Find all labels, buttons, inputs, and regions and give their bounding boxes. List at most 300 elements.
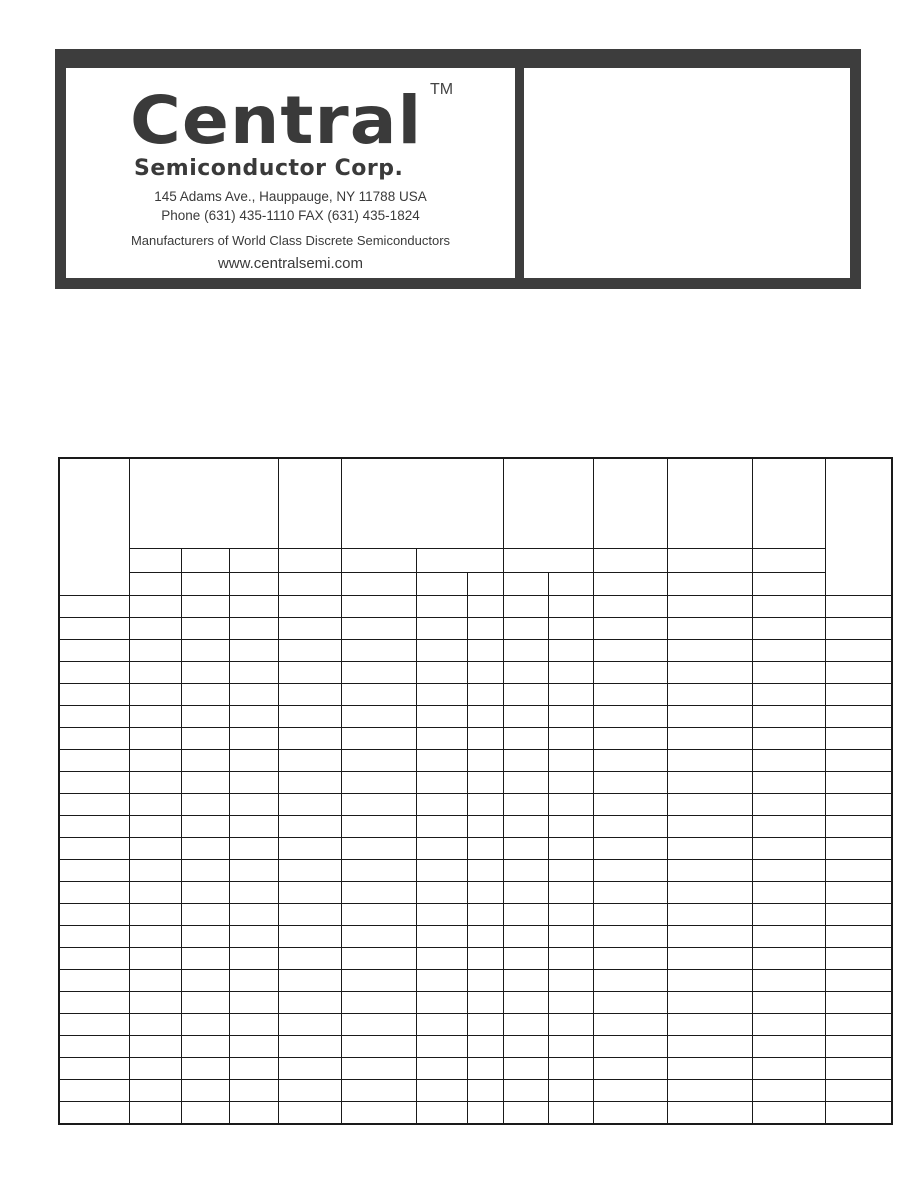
table-subheader-row [59, 549, 892, 573]
table-cell [129, 684, 181, 706]
table-cell [548, 1014, 593, 1036]
header-cell [667, 549, 752, 573]
table-cell [129, 992, 181, 1014]
table-cell [503, 838, 548, 860]
table-cell [503, 596, 548, 618]
table-cell [229, 992, 278, 1014]
table-cell [229, 662, 278, 684]
table-cell [341, 728, 416, 750]
table-cell [467, 948, 503, 970]
letterhead-notch [516, 283, 861, 289]
table-cell [278, 1080, 341, 1102]
table-cell [181, 860, 229, 882]
table-cell [341, 640, 416, 662]
table-row [59, 618, 892, 640]
table-cell [467, 1102, 503, 1125]
header-cell [278, 549, 341, 573]
table-cell [503, 684, 548, 706]
table-cell [503, 662, 548, 684]
table-cell [825, 970, 892, 992]
table-cell [593, 1014, 667, 1036]
table-cell [467, 1014, 503, 1036]
table-cell [593, 618, 667, 640]
table-cell [341, 860, 416, 882]
table-cell [467, 1036, 503, 1058]
table-cell [181, 882, 229, 904]
table-cell [181, 926, 229, 948]
table-cell [416, 772, 467, 794]
spec-table [58, 457, 893, 1125]
table-cell [503, 992, 548, 1014]
table-cell [278, 640, 341, 662]
table-cell [548, 970, 593, 992]
table-cell [667, 816, 752, 838]
table-cell [229, 882, 278, 904]
table-cell [229, 1036, 278, 1058]
table-cell [548, 640, 593, 662]
table-cell [416, 882, 467, 904]
table-cell [416, 684, 467, 706]
table-cell [503, 794, 548, 816]
table-cell [667, 750, 752, 772]
table-cell [593, 772, 667, 794]
table-cell [548, 728, 593, 750]
table-cell [548, 794, 593, 816]
table-cell [548, 750, 593, 772]
table-cell [59, 904, 129, 926]
table-cell [341, 596, 416, 618]
table-cell [593, 662, 667, 684]
table-cell [229, 750, 278, 772]
table-cell [752, 794, 825, 816]
header-cell [341, 549, 416, 573]
table-cell [181, 904, 229, 926]
table-row [59, 904, 892, 926]
table-cell [59, 750, 129, 772]
table-cell [181, 1080, 229, 1102]
table-cell [667, 882, 752, 904]
table-cell [825, 1080, 892, 1102]
company-address: 145 Adams Ave., Hauppauge, NY 11788 USA [154, 189, 427, 204]
table-cell [825, 596, 892, 618]
table-cell [752, 772, 825, 794]
header-cell [503, 549, 593, 573]
table-row [59, 706, 892, 728]
table-cell [341, 772, 416, 794]
table-cell [825, 1102, 892, 1125]
table-cell [59, 596, 129, 618]
header-cell [667, 573, 752, 596]
table-cell [59, 860, 129, 882]
table-cell [59, 1014, 129, 1036]
table-cell [341, 1014, 416, 1036]
header-cell [593, 458, 667, 549]
table-cell [59, 794, 129, 816]
table-row [59, 992, 892, 1014]
table-cell [129, 904, 181, 926]
table-cell [416, 1058, 467, 1080]
header-cell [416, 573, 467, 596]
table-cell [467, 1080, 503, 1102]
table-cell [416, 816, 467, 838]
table-cell [341, 838, 416, 860]
table-cell [752, 596, 825, 618]
table-cell [278, 794, 341, 816]
header-cell [467, 573, 503, 596]
header-cell [341, 573, 416, 596]
table-cell [825, 772, 892, 794]
company-tagline: Manufacturers of World Class Discrete Semiconductors [130, 233, 451, 248]
table-cell [341, 1102, 416, 1125]
table-cell [181, 662, 229, 684]
table-cell [667, 1102, 752, 1125]
table-cell [229, 772, 278, 794]
table-cell [129, 618, 181, 640]
table-cell [503, 948, 548, 970]
table-cell [752, 728, 825, 750]
table-cell [752, 904, 825, 926]
table-row [59, 1058, 892, 1080]
table-cell [467, 816, 503, 838]
table-cell [548, 860, 593, 882]
table-cell [752, 970, 825, 992]
table-cell [129, 772, 181, 794]
table-cell [503, 728, 548, 750]
table-cell [59, 882, 129, 904]
table-cell [416, 1036, 467, 1058]
table-cell [752, 1036, 825, 1058]
table-cell [181, 1102, 229, 1125]
table-cell [593, 596, 667, 618]
table-cell [181, 728, 229, 750]
table-cell [503, 926, 548, 948]
table-cell [181, 838, 229, 860]
table-cell [59, 1058, 129, 1080]
table-cell [59, 728, 129, 750]
table-row [59, 838, 892, 860]
table-cell [59, 772, 129, 794]
table-cell [341, 816, 416, 838]
table-cell [229, 706, 278, 728]
table-cell [278, 772, 341, 794]
letterhead-frame [55, 49, 861, 289]
table-cell [341, 662, 416, 684]
table-cell [593, 1102, 667, 1125]
header-cell [129, 458, 278, 549]
table-cell [129, 794, 181, 816]
header-cell [825, 458, 892, 596]
table-cell [503, 816, 548, 838]
table-cell [129, 970, 181, 992]
table-cell [593, 750, 667, 772]
table-cell [229, 860, 278, 882]
table-cell [59, 838, 129, 860]
table-cell [825, 662, 892, 684]
table-cell [593, 706, 667, 728]
table-cell [667, 926, 752, 948]
table-cell [341, 1058, 416, 1080]
table-cell [667, 1058, 752, 1080]
table-cell [129, 948, 181, 970]
header-cell [278, 573, 341, 596]
table-row [59, 750, 892, 772]
table-cell [229, 728, 278, 750]
table-cell [752, 860, 825, 882]
table-row [59, 860, 892, 882]
table-cell [467, 662, 503, 684]
table-cell [503, 1058, 548, 1080]
table-cell [548, 1080, 593, 1102]
table-row [59, 970, 892, 992]
table-cell [278, 662, 341, 684]
table-cell [341, 794, 416, 816]
table-cell [181, 1036, 229, 1058]
table-cell [229, 684, 278, 706]
table-cell [825, 838, 892, 860]
header-cell [416, 549, 503, 573]
header-cell [229, 549, 278, 573]
table-cell [667, 772, 752, 794]
table-cell [181, 618, 229, 640]
header-cell [129, 549, 181, 573]
header-cell [229, 573, 278, 596]
table-cell [593, 926, 667, 948]
table-cell [752, 992, 825, 1014]
table-cell [229, 596, 278, 618]
table-row [59, 728, 892, 750]
table-cell [278, 596, 341, 618]
table-cell [341, 684, 416, 706]
table-cell [667, 992, 752, 1014]
table-row [59, 772, 892, 794]
table-cell [467, 684, 503, 706]
table-cell [548, 662, 593, 684]
table-cell [181, 1014, 229, 1036]
header-cell [752, 573, 825, 596]
table-cell [59, 662, 129, 684]
table-cell [129, 728, 181, 750]
table-cell [59, 992, 129, 1014]
table-cell [229, 948, 278, 970]
table-cell [467, 904, 503, 926]
table-cell [278, 1058, 341, 1080]
table-cell [503, 772, 548, 794]
table-cell [825, 816, 892, 838]
table-cell [229, 794, 278, 816]
table-cell [129, 926, 181, 948]
table-cell [593, 882, 667, 904]
table-cell [341, 926, 416, 948]
table-cell [667, 794, 752, 816]
table-cell [229, 926, 278, 948]
table-cell [278, 684, 341, 706]
header-cell [181, 573, 229, 596]
table-cell [229, 816, 278, 838]
table-cell [416, 618, 467, 640]
table-cell [416, 1080, 467, 1102]
table-cell [752, 684, 825, 706]
table-cell [593, 640, 667, 662]
table-cell [129, 816, 181, 838]
table-cell [278, 750, 341, 772]
table-cell [548, 904, 593, 926]
table-cell [667, 1080, 752, 1102]
table-row [59, 882, 892, 904]
table-cell [278, 926, 341, 948]
table-cell [667, 860, 752, 882]
table-cell [667, 838, 752, 860]
table-cell [416, 860, 467, 882]
table-cell [593, 904, 667, 926]
table-cell [467, 926, 503, 948]
table-cell [129, 838, 181, 860]
table-cell [341, 948, 416, 970]
table-cell [548, 684, 593, 706]
table-cell [503, 1036, 548, 1058]
table-cell [593, 1036, 667, 1058]
table-cell [548, 706, 593, 728]
table-cell [548, 838, 593, 860]
table-cell [416, 706, 467, 728]
table-cell [548, 596, 593, 618]
table-cell [416, 794, 467, 816]
table-cell [825, 948, 892, 970]
table-cell [181, 750, 229, 772]
header-cell [129, 573, 181, 596]
table-cell [467, 838, 503, 860]
company-phone: Phone (631) 435-1110 FAX (631) 435-1824 [161, 208, 420, 223]
table-cell [503, 750, 548, 772]
table-cell [181, 640, 229, 662]
table-cell [181, 706, 229, 728]
table-cell [825, 750, 892, 772]
table-cell [667, 618, 752, 640]
table-cell [278, 1102, 341, 1125]
table-cell [467, 728, 503, 750]
table-cell [59, 640, 129, 662]
table-cell [59, 1080, 129, 1102]
table-cell [503, 640, 548, 662]
table-cell [593, 992, 667, 1014]
table-cell [752, 750, 825, 772]
header-cell [593, 573, 667, 596]
trademark-symbol: TM [430, 81, 454, 98]
table-subheader-row [59, 573, 892, 596]
table-row [59, 1036, 892, 1058]
header-cell [503, 573, 548, 596]
table-cell [341, 970, 416, 992]
table-cell [825, 992, 892, 1014]
table-cell [229, 904, 278, 926]
table-cell [593, 838, 667, 860]
table-cell [825, 882, 892, 904]
table-cell [278, 948, 341, 970]
table-cell [129, 882, 181, 904]
table-cell [59, 706, 129, 728]
table-cell [467, 618, 503, 640]
table-cell [825, 1058, 892, 1080]
table-cell [752, 1080, 825, 1102]
table-cell [667, 596, 752, 618]
table-row [59, 816, 892, 838]
header-cell [548, 573, 593, 596]
table-cell [752, 1058, 825, 1080]
table-cell [548, 1036, 593, 1058]
table-cell [825, 1036, 892, 1058]
table-cell [593, 794, 667, 816]
table-cell [467, 882, 503, 904]
header-cell [667, 458, 752, 549]
table-cell [229, 838, 278, 860]
table-cell [278, 618, 341, 640]
table-cell [341, 1036, 416, 1058]
header-cell [341, 458, 503, 549]
table-cell [59, 970, 129, 992]
table-cell [503, 706, 548, 728]
table-cell [467, 992, 503, 1014]
table-cell [825, 684, 892, 706]
table-cell [181, 596, 229, 618]
table-cell [752, 838, 825, 860]
table-cell [667, 904, 752, 926]
table-cell [229, 640, 278, 662]
table-cell [59, 1102, 129, 1125]
table-cell [181, 816, 229, 838]
table-cell [181, 772, 229, 794]
table-cell [667, 728, 752, 750]
table-cell [129, 706, 181, 728]
table-cell [548, 882, 593, 904]
table-cell [416, 838, 467, 860]
header-cell [752, 549, 825, 573]
table-cell [416, 750, 467, 772]
company-name-line: Semiconductor Corp. [134, 156, 404, 181]
table-cell [341, 750, 416, 772]
table-cell [229, 1058, 278, 1080]
table-cell [129, 1080, 181, 1102]
table-cell [467, 1058, 503, 1080]
table-cell [467, 772, 503, 794]
table-row [59, 640, 892, 662]
header-cell [593, 549, 667, 573]
table-cell [416, 662, 467, 684]
table-cell [667, 662, 752, 684]
table-cell [416, 948, 467, 970]
table-cell [278, 904, 341, 926]
logo-panel [66, 68, 515, 278]
table-cell [416, 596, 467, 618]
table-cell [548, 772, 593, 794]
table-cell [129, 662, 181, 684]
table-cell [341, 706, 416, 728]
table-cell [752, 640, 825, 662]
table-cell [667, 970, 752, 992]
table-cell [278, 706, 341, 728]
table-cell [825, 1014, 892, 1036]
table-cell [129, 1102, 181, 1125]
table-cell [593, 816, 667, 838]
table-cell [548, 926, 593, 948]
table-row [59, 1080, 892, 1102]
table-cell [752, 1102, 825, 1125]
table-cell [752, 1014, 825, 1036]
table-cell [341, 904, 416, 926]
table-cell [278, 970, 341, 992]
header-cell [278, 458, 341, 549]
table-cell [467, 794, 503, 816]
table-cell [825, 640, 892, 662]
header-cell [59, 458, 129, 596]
